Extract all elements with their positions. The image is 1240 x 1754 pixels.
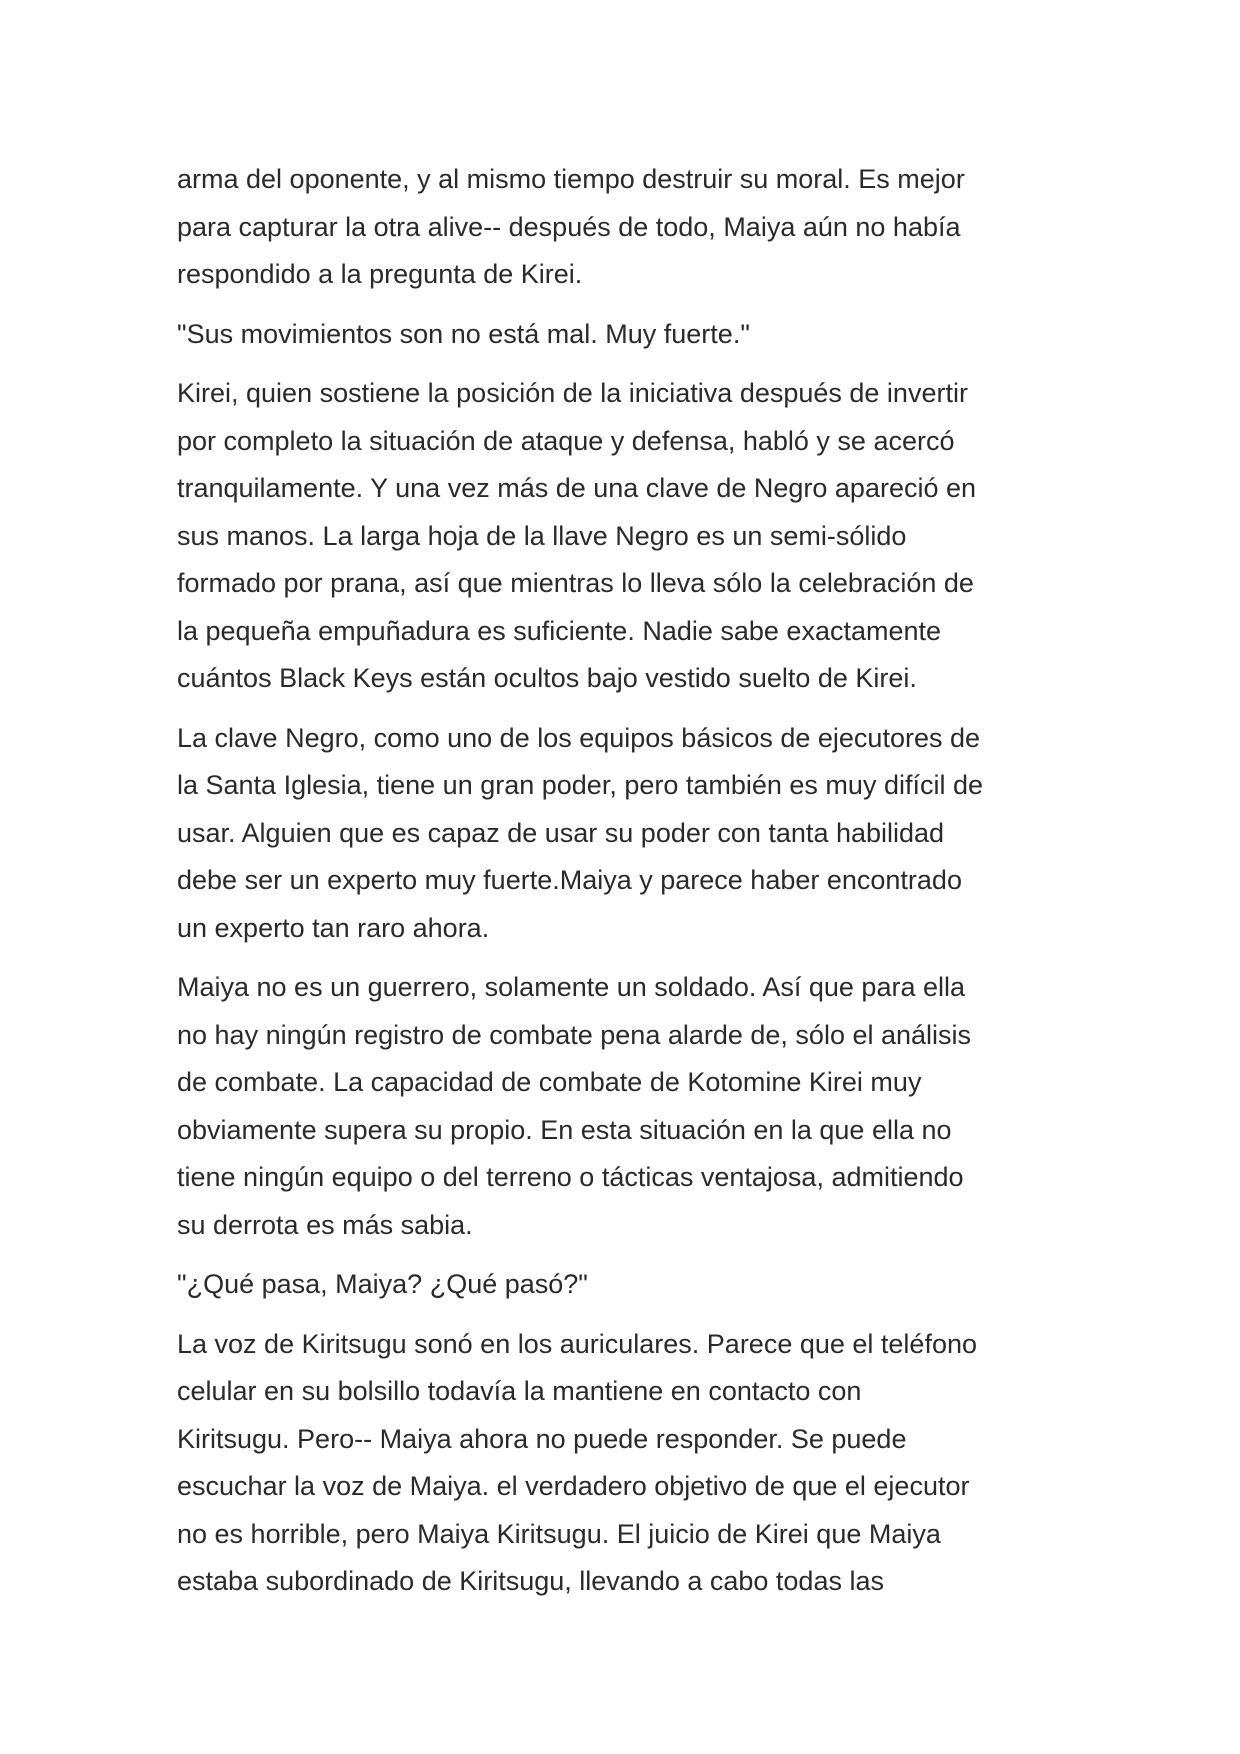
text-line: arma del oponente, y al mismo tiempo destruir su moral. Es mejor bbox=[177, 164, 965, 194]
text-line: por completo la situación de ataque y defensa, habló y se acercó bbox=[177, 425, 955, 456]
text-line: La clave Negro, como uno de los equipos básicos de ejecutores de bbox=[177, 722, 980, 753]
text-line: obviamente supera su propio. En esta situación en la que ella no bbox=[177, 1114, 952, 1145]
text-line: tiene ningún equipo o del terreno o tácticas ventajosa, admitiendo bbox=[177, 1162, 964, 1192]
text-line: la pequeña empuñadura es suficiente. Nadie sabe exactamente bbox=[177, 615, 942, 646]
paragraph-7 bbox=[177, 1321, 1077, 1606]
text-line: no es horrible, pero Maiya Kiritsugu. El juicio de Kirei que Maiya bbox=[177, 1518, 941, 1549]
text-line: para capturar la otra alive-- después de todo, Maiya aún no había bbox=[177, 211, 961, 242]
text-line: Kirei, quien sostiene la posición de la iniciativa después de invertir bbox=[177, 378, 968, 408]
text-line: "Sus movimientos son no está mal. Muy fuerte." bbox=[177, 318, 750, 349]
text-line: La voz de Kiritsugu sonó en los auriculares. Parece que el teléfono bbox=[177, 1328, 977, 1359]
text-line: sus manos. La larga hoja de la llave Negro es un semi-sólido bbox=[177, 520, 907, 551]
text-line: su derrota es más sabia. bbox=[177, 1209, 473, 1240]
text-line: cuántos Black Keys están ocultos bajo vestido suelto de Kirei. bbox=[177, 663, 917, 693]
text-line: escuchar la voz de Maiya. el verdadero objetivo de que el ejecutor bbox=[177, 1471, 970, 1501]
text-line: la Santa Iglesia, tiene un gran poder, pero también es muy difícil de bbox=[177, 770, 983, 800]
text-line: Kiritsugu. Pero-- Maiya ahora no puede responder. Se puede bbox=[177, 1423, 907, 1454]
paragraph-5 bbox=[177, 964, 1077, 1249]
paragraph-2 bbox=[177, 311, 1077, 359]
text-line: un experto tan raro ahora. bbox=[177, 912, 490, 943]
paragraph-3 bbox=[177, 370, 1077, 703]
text-line: no hay ningún registro de combate pena alarde de, sólo el análisis bbox=[177, 1019, 972, 1050]
text-line: debe ser un experto muy fuerte.Maiya y parece haber encontrado bbox=[177, 865, 962, 895]
document-body bbox=[177, 156, 1077, 1618]
text-line: celular en su bolsillo todavía la mantiene en contacto con bbox=[177, 1376, 862, 1406]
text-line: "¿Qué pasa, Maiya? ¿Qué pasó?" bbox=[177, 1269, 588, 1299]
paragraph-4 bbox=[177, 715, 1077, 953]
paragraph-1 bbox=[177, 156, 1077, 299]
paragraph-6 bbox=[177, 1261, 1077, 1309]
text-line: formado por prana, así que mientras lo lleva sólo la celebración de bbox=[177, 568, 974, 598]
text-line: estaba subordinado de Kiritsugu, llevando a cabo todas las bbox=[177, 1566, 884, 1596]
text-line: respondido a la pregunta de Kirei. bbox=[177, 259, 583, 289]
text-line: tranquilamente. Y una vez más de una clave de Negro apareció en bbox=[177, 473, 977, 503]
text-line: de combate. La capacidad de combate de Kotomine Kirei muy bbox=[177, 1067, 922, 1097]
text-line: Maiya no es un guerrero, solamente un soldado. Así que para ella bbox=[177, 972, 965, 1002]
text-line: usar. Alguien que es capaz de usar su poder con tanta habilidad bbox=[177, 817, 945, 848]
